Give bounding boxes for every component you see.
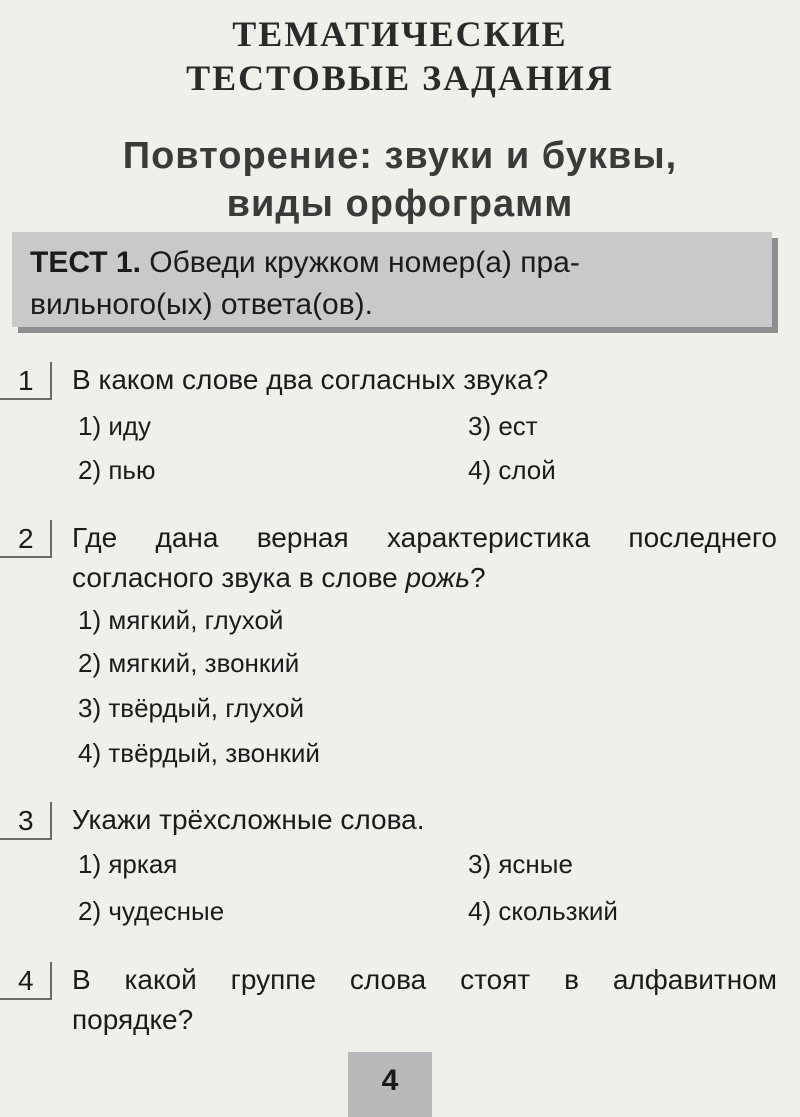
question-text-4-line1: В какой группе слова стоят в алфавитном	[72, 964, 777, 995]
test-instruction	[30, 242, 765, 326]
question-number-2: 2	[0, 520, 52, 558]
answer-2-4[interactable]: 4) твёрдый, звонкий	[78, 738, 320, 768]
page-number: 4	[381, 1064, 399, 1097]
question-text-4-line2: порядке?	[72, 1004, 194, 1035]
answer-1-4[interactable]: 4) слой	[468, 455, 556, 485]
answer-2-3[interactable]: 3) твёрдый, глухой	[78, 693, 304, 723]
question-text-2-line2	[72, 558, 777, 598]
answer-3-1[interactable]: 1) яркая	[78, 849, 178, 879]
answer-3-4[interactable]: 4) скользкий	[468, 896, 618, 926]
question-text-2-line1: Где дана верная характеристика последнего	[72, 522, 777, 553]
question-number-1: 1	[0, 362, 52, 400]
topic-title-line2: виды орфограмм	[226, 183, 574, 225]
answer-2-1[interactable]: 1) мягкий, глухой	[78, 605, 284, 635]
test-instruction-line1: Обведи кружком номер(а) пра-	[140, 246, 580, 279]
section-title-line1: ТЕМАТИЧЕСКИЕ	[232, 14, 568, 54]
question-number-3: 3	[0, 802, 52, 840]
question-text-2-prefix: согласного звука в слове	[72, 562, 406, 593]
answer-1-2[interactable]: 2) пью	[78, 455, 156, 485]
question-number-4: 4	[0, 962, 52, 1000]
topic-title-line1: Повторение: звуки и буквы,	[122, 135, 678, 177]
answer-2-2[interactable]: 2) мягкий, звонкий	[78, 648, 300, 678]
test-instruction-line2: вильного(ых) ответа(ов).	[30, 288, 374, 321]
test-header-box	[12, 232, 772, 327]
answer-3-2[interactable]: 2) чудесные	[78, 896, 225, 926]
test-label: ТЕСТ 1.	[30, 246, 141, 279]
answer-1-3[interactable]: 3) ест	[468, 411, 538, 441]
question-text-2-word: рожь	[405, 562, 471, 593]
question-text-1: В каком слове два согласных звука?	[72, 364, 549, 395]
answer-1-1[interactable]: 1) иду	[78, 411, 152, 441]
section-title-line2: ТЕСТОВЫЕ ЗАДАНИЯ	[186, 58, 614, 98]
page-number-box	[348, 1052, 432, 1117]
answer-3-3[interactable]: 3) ясные	[468, 849, 573, 879]
question-text-2-suffix: ?	[470, 562, 486, 593]
question-text-3: Укажи трёхсложные слова.	[72, 804, 425, 835]
